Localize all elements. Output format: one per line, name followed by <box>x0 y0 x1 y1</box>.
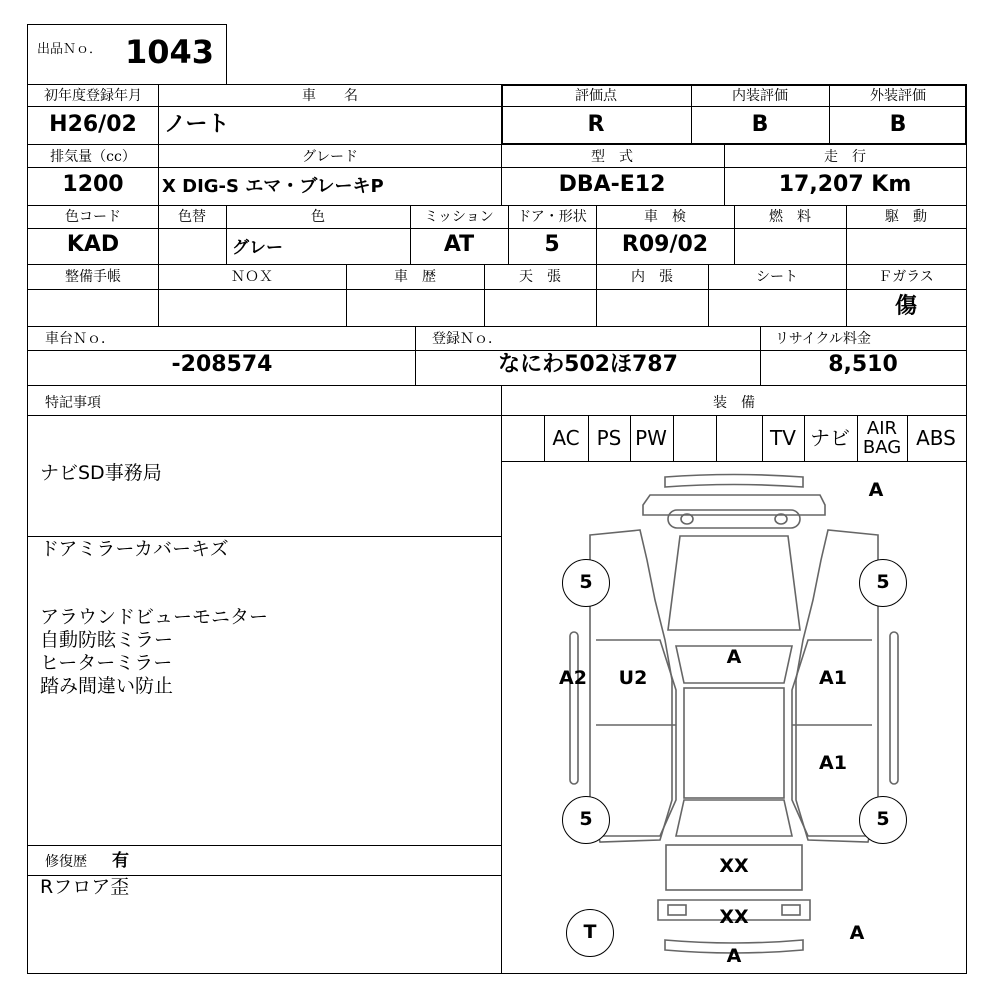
equip-airbag: AIR BAG <box>862 418 902 458</box>
notes-line-1: ナビSD事務局 <box>40 462 162 484</box>
model-value: DBA-E12 <box>558 172 666 197</box>
notes-line-3a: アラウンドビューモニター <box>40 606 269 628</box>
equip-tv: TV <box>770 426 796 450</box>
notes-header: 特記事項 <box>45 395 101 411</box>
car-name-header: 車 名 <box>302 88 358 104</box>
color-header: 色 <box>311 209 325 225</box>
tire-front-left: 5 <box>562 559 610 607</box>
drive-header: 駆 動 <box>885 209 927 225</box>
repair-note: Rフロア歪 <box>40 876 130 898</box>
fuel-header: 燃 料 <box>769 209 811 225</box>
equip-navi: ナビ <box>810 426 850 450</box>
mileage-header: 走 行 <box>824 149 866 165</box>
equip-ac: AC <box>552 426 580 450</box>
chassis-header: 車台Ｎｏ． <box>45 331 115 347</box>
tire-rear-left: 5 <box>562 796 610 844</box>
car-name-value: ノート <box>164 112 230 137</box>
mileage-value: 17,207 Km <box>778 172 912 197</box>
mark-right-rear-door: A1 <box>819 752 847 774</box>
interior-header: 内装評価 <box>732 88 788 104</box>
notes-line-2: ドアミラーカバーキズ <box>40 538 229 560</box>
transmission-value: AT <box>443 232 475 257</box>
mark-rear-bumper: A <box>726 945 742 967</box>
mark-front-bumper: A <box>868 479 884 501</box>
seat-header: シート <box>756 269 798 285</box>
mark-hood: A <box>726 646 742 668</box>
interior-value: B <box>751 112 769 137</box>
mark-left-front-door: U2 <box>618 667 648 689</box>
grade-header: グレード <box>302 149 358 165</box>
notes-line-3d: 踏み間違い防止 <box>40 675 174 697</box>
reg-year-header: 初年度登録年月 <box>44 88 142 104</box>
doors-value: 5 <box>544 232 560 257</box>
front-bumper-outline <box>665 475 803 488</box>
equipment-header: 装 備 <box>713 395 755 411</box>
interior-ceiling-header: 内 張 <box>631 269 673 285</box>
inspection-header: 車 検 <box>644 209 686 225</box>
mark-rear-right-corner: A <box>849 922 865 944</box>
grade-value: X DIG-S エマ・ブレーキP <box>162 176 384 197</box>
repair-label: 修復歴 <box>45 854 87 870</box>
equip-pw: PW <box>635 426 667 450</box>
color-value: グレー <box>232 238 283 258</box>
repair-value: 有 <box>112 851 129 871</box>
hood-outline <box>668 536 800 630</box>
color-code-header: 色コード <box>65 209 121 225</box>
score-value: R <box>587 112 605 137</box>
equip-ps: PS <box>596 426 622 450</box>
sunroof-header: 天 張 <box>519 269 561 285</box>
f-glass-value: 傷 <box>894 294 918 319</box>
history-header: 車 歴 <box>394 269 436 285</box>
color-change-header: 色替 <box>178 209 206 225</box>
rear-window-outline <box>676 800 792 836</box>
f-glass-header: Ｆガラス <box>878 269 934 285</box>
notes-line-3b: 自動防眩ミラー <box>40 629 174 651</box>
doors-header: ドア・形状 <box>517 209 587 225</box>
mark-right-front-fender: A1 <box>819 667 847 689</box>
recycle-header: リサイクル料金 <box>775 331 872 347</box>
exterior-value: B <box>889 112 907 137</box>
tire-rear-right: 5 <box>859 796 907 844</box>
color-code-value: KAD <box>66 232 120 257</box>
tire-front-right: 5 <box>859 559 907 607</box>
inspection-value: R09/02 <box>621 232 709 257</box>
mark-left-front-fender: A2 <box>559 667 587 689</box>
transmission-header: ミッション <box>424 209 494 225</box>
equip-abs: ABS <box>916 426 956 450</box>
score-header: 評価点 <box>575 88 617 104</box>
displacement-header: 排気量（cc） <box>50 149 136 165</box>
exterior-header: 外装評価 <box>870 88 926 104</box>
registration-header: 登録Ｎｏ． <box>432 331 502 347</box>
mark-trunk: XX <box>719 855 749 877</box>
roof-outline <box>684 688 784 798</box>
model-header: 型 式 <box>591 149 633 165</box>
maintenance-header: 整備手帳 <box>65 269 121 285</box>
front-lamp-bar <box>668 510 800 528</box>
car-diagram <box>502 462 966 973</box>
mark-rear-panel: XX <box>719 906 749 928</box>
displacement-value: 1200 <box>62 172 124 197</box>
lot-number-label: 出品Ｎｏ． <box>37 42 103 57</box>
spare-tire: T <box>566 909 614 957</box>
nox-header: ＮＯＸ <box>231 269 273 285</box>
chassis-value: -208574 <box>171 352 273 377</box>
recycle-value: 8,510 <box>828 352 898 377</box>
registration-value: なにわ502ほ787 <box>498 352 678 377</box>
reg-year-value: H26/02 <box>49 112 137 137</box>
notes-line-3c: ヒーターミラー <box>40 652 173 674</box>
lot-number: 1043 <box>125 33 215 71</box>
